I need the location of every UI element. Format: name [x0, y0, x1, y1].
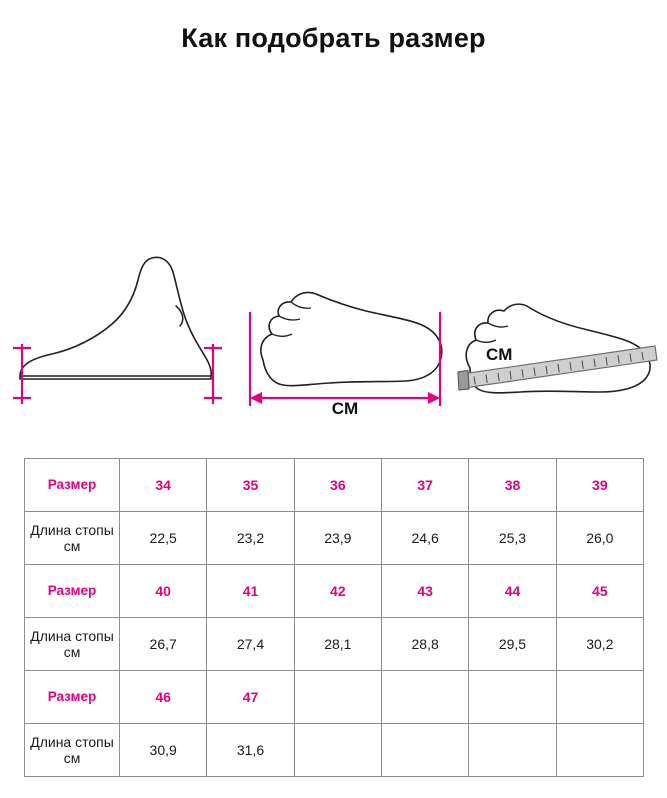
row-header-length-line2: см: [63, 644, 81, 660]
cell-size: 41: [207, 565, 294, 618]
cell-length: [381, 724, 468, 777]
table-row-length: [25, 724, 644, 777]
cell-size: 40: [120, 565, 207, 618]
cell-size: 35: [207, 459, 294, 512]
cell-length: 26,0: [556, 512, 643, 565]
cell-length: 28,8: [381, 618, 468, 671]
tape-measure-foot: [458, 304, 657, 393]
cell-size: 36: [294, 459, 381, 512]
cell-length: 30,9: [120, 724, 207, 777]
cell-size: 38: [469, 459, 556, 512]
cell-size: 37: [381, 459, 468, 512]
size-table-body: [25, 459, 644, 777]
illustration-panel: [0, 76, 667, 418]
cell-length: [469, 724, 556, 777]
cell-length: [294, 724, 381, 777]
row-header-size: Размер: [25, 565, 120, 618]
cell-length: 26,7: [120, 618, 207, 671]
table-row-size: [25, 565, 644, 618]
size-table: [24, 458, 644, 777]
table-row-length: [25, 512, 644, 565]
cell-length: 31,6: [207, 724, 294, 777]
table-row-size: [25, 671, 644, 724]
cell-length: 28,1: [294, 618, 381, 671]
cm-label-right: CM: [486, 345, 513, 364]
cell-length: [556, 724, 643, 777]
row-header-length-line1: Длина стопы: [30, 627, 114, 644]
row-header-length-line2: см: [63, 750, 81, 766]
cell-length: 22,5: [120, 512, 207, 565]
row-header-length-line1: Длина стопы: [30, 733, 114, 750]
row-header-length: [25, 512, 120, 565]
cell-size: 34: [120, 459, 207, 512]
cell-length: 23,2: [207, 512, 294, 565]
cell-size: [294, 671, 381, 724]
cell-length: 23,9: [294, 512, 381, 565]
size-table-wrap: [24, 458, 644, 777]
cell-length: 25,3: [469, 512, 556, 565]
cell-length: 30,2: [556, 618, 643, 671]
cell-size: [469, 671, 556, 724]
row-header-length: [25, 618, 120, 671]
row-header-length-line1: Длина стопы: [30, 521, 114, 538]
row-header-size: Размер: [25, 459, 120, 512]
row-header-length: [25, 724, 120, 777]
cell-size: [381, 671, 468, 724]
cell-size: 42: [294, 565, 381, 618]
cell-size: 43: [381, 565, 468, 618]
cm-label-middle: CM: [331, 399, 359, 418]
cell-size: 39: [556, 459, 643, 512]
page-title: Как подобрать размер: [181, 23, 486, 53]
cell-size: 44: [469, 565, 556, 618]
cell-size: [556, 671, 643, 724]
row-header-length-line2: см: [63, 538, 81, 554]
cell-size: 47: [207, 671, 294, 724]
cell-size: 45: [556, 565, 643, 618]
table-row-size: [25, 459, 644, 512]
cell-length: 29,5: [469, 618, 556, 671]
side-foot-measure: [13, 257, 222, 404]
row-header-size: Размер: [25, 671, 120, 724]
cell-length: 24,6: [381, 512, 468, 565]
cell-length: 27,4: [207, 618, 294, 671]
table-row-length: [25, 618, 644, 671]
top-foot-measure: [250, 292, 442, 418]
cell-size: 46: [120, 671, 207, 724]
